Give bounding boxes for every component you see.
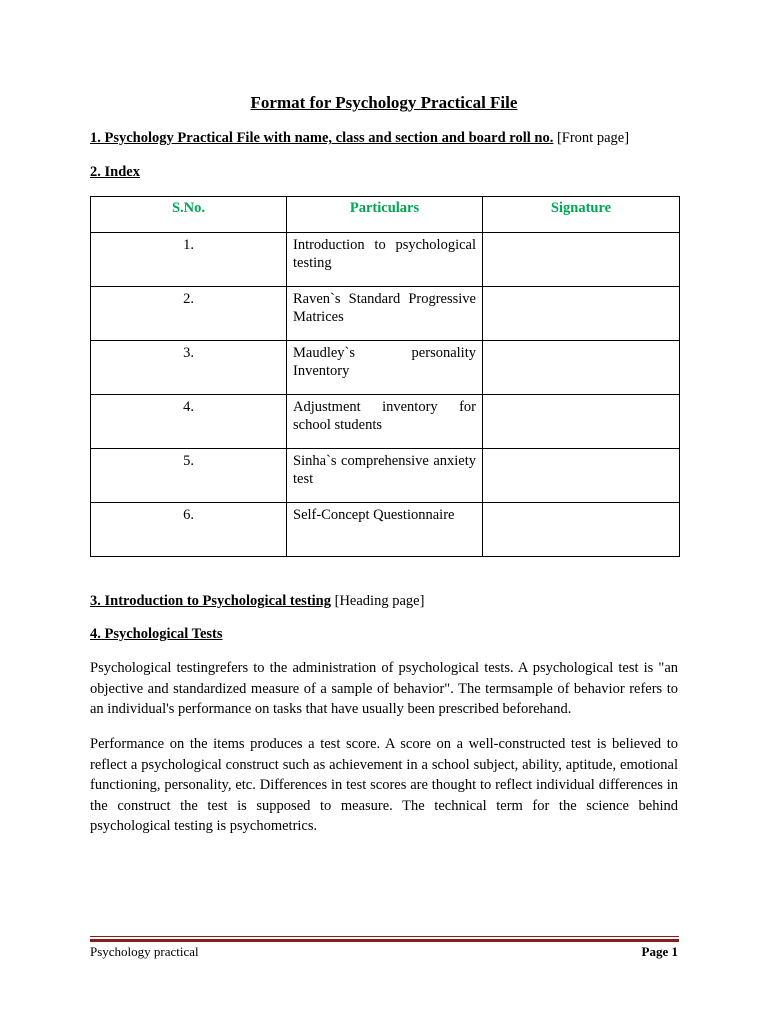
signature-cell: [483, 503, 680, 557]
signature-cell: [483, 341, 680, 395]
sno-cell: 1.: [91, 233, 287, 287]
table-row: [91, 287, 680, 341]
sno-cell: 2.: [91, 287, 287, 341]
index-heading: 2. Index: [90, 164, 140, 180]
particular-cell: Self-Concept Questionnaire: [287, 503, 483, 557]
footer-title: Psychology practical: [90, 944, 199, 959]
table-row: [91, 395, 680, 449]
signature-cell: [483, 233, 680, 287]
table-header-row: [91, 197, 680, 233]
introduction-item: [90, 593, 424, 610]
psychological-tests-item: [90, 626, 223, 643]
table-row: [91, 503, 680, 557]
footer-divider: [90, 936, 679, 937]
body-paragraph: Psychological testingrefers to the administration of psychological tests. A psychological test is "an objective and standardized measure of a sample of behavior". The termsample of behavior refers to an individual's performance on tasks that have usually been prescribed beforehand.: [90, 660, 678, 717]
particular-cell: Sinha`s comprehensive anxiety test: [287, 449, 483, 503]
sno-cell: 3.: [91, 341, 287, 395]
introduction-heading: 3. Introduction to Psychological testing: [90, 593, 331, 609]
particular-cell: Adjustment inventory for school students: [287, 395, 483, 449]
table-row: [91, 341, 680, 395]
signature-cell: [483, 287, 680, 341]
front-page-note: [Front page]: [556, 130, 630, 146]
column-header-particulars: Particulars: [287, 197, 483, 233]
particular-cell: Maudley`s personality Inventory: [287, 341, 483, 395]
signature-cell: [483, 449, 680, 503]
index-table: [90, 196, 680, 557]
introduction-note: [Heading page]: [334, 593, 425, 609]
table-row: [91, 233, 680, 287]
body-paragraph: Performance on the items produces a test score. A score on a well-constructed test is believed to reflect a psychological construct such as achievement in a school subject, ability, aptitude, emotional functioning, personality, etc. Differences in test scores are thought to reflect individual differences in the construct the test is supposed to measure. The technical term for the science behind psychological testing is psychometrics.: [90, 736, 678, 834]
page-title: Format for Psychology Practical File: [250, 93, 518, 112]
front-page-heading: 1. Psychology Practical File with name, class and section and board roll no.: [90, 130, 554, 146]
psychological-tests-heading: 4. Psychological Tests: [90, 626, 223, 642]
sno-cell: 4.: [91, 395, 287, 449]
sno-cell: 5.: [91, 449, 287, 503]
column-header-sno: S.No.: [91, 197, 287, 233]
page-number: Page 1: [641, 944, 678, 959]
front-page-item: [90, 130, 629, 147]
index-item: [90, 164, 140, 181]
particular-cell: Introduction to psychological testing: [287, 233, 483, 287]
signature-cell: [483, 395, 680, 449]
sno-cell: 6.: [91, 503, 287, 557]
particular-cell: Raven`s Standard Progressive Matrices: [287, 287, 483, 341]
table-row: [91, 449, 680, 503]
column-header-signature: Signature: [483, 197, 680, 233]
footer-divider-thick: [90, 939, 679, 942]
